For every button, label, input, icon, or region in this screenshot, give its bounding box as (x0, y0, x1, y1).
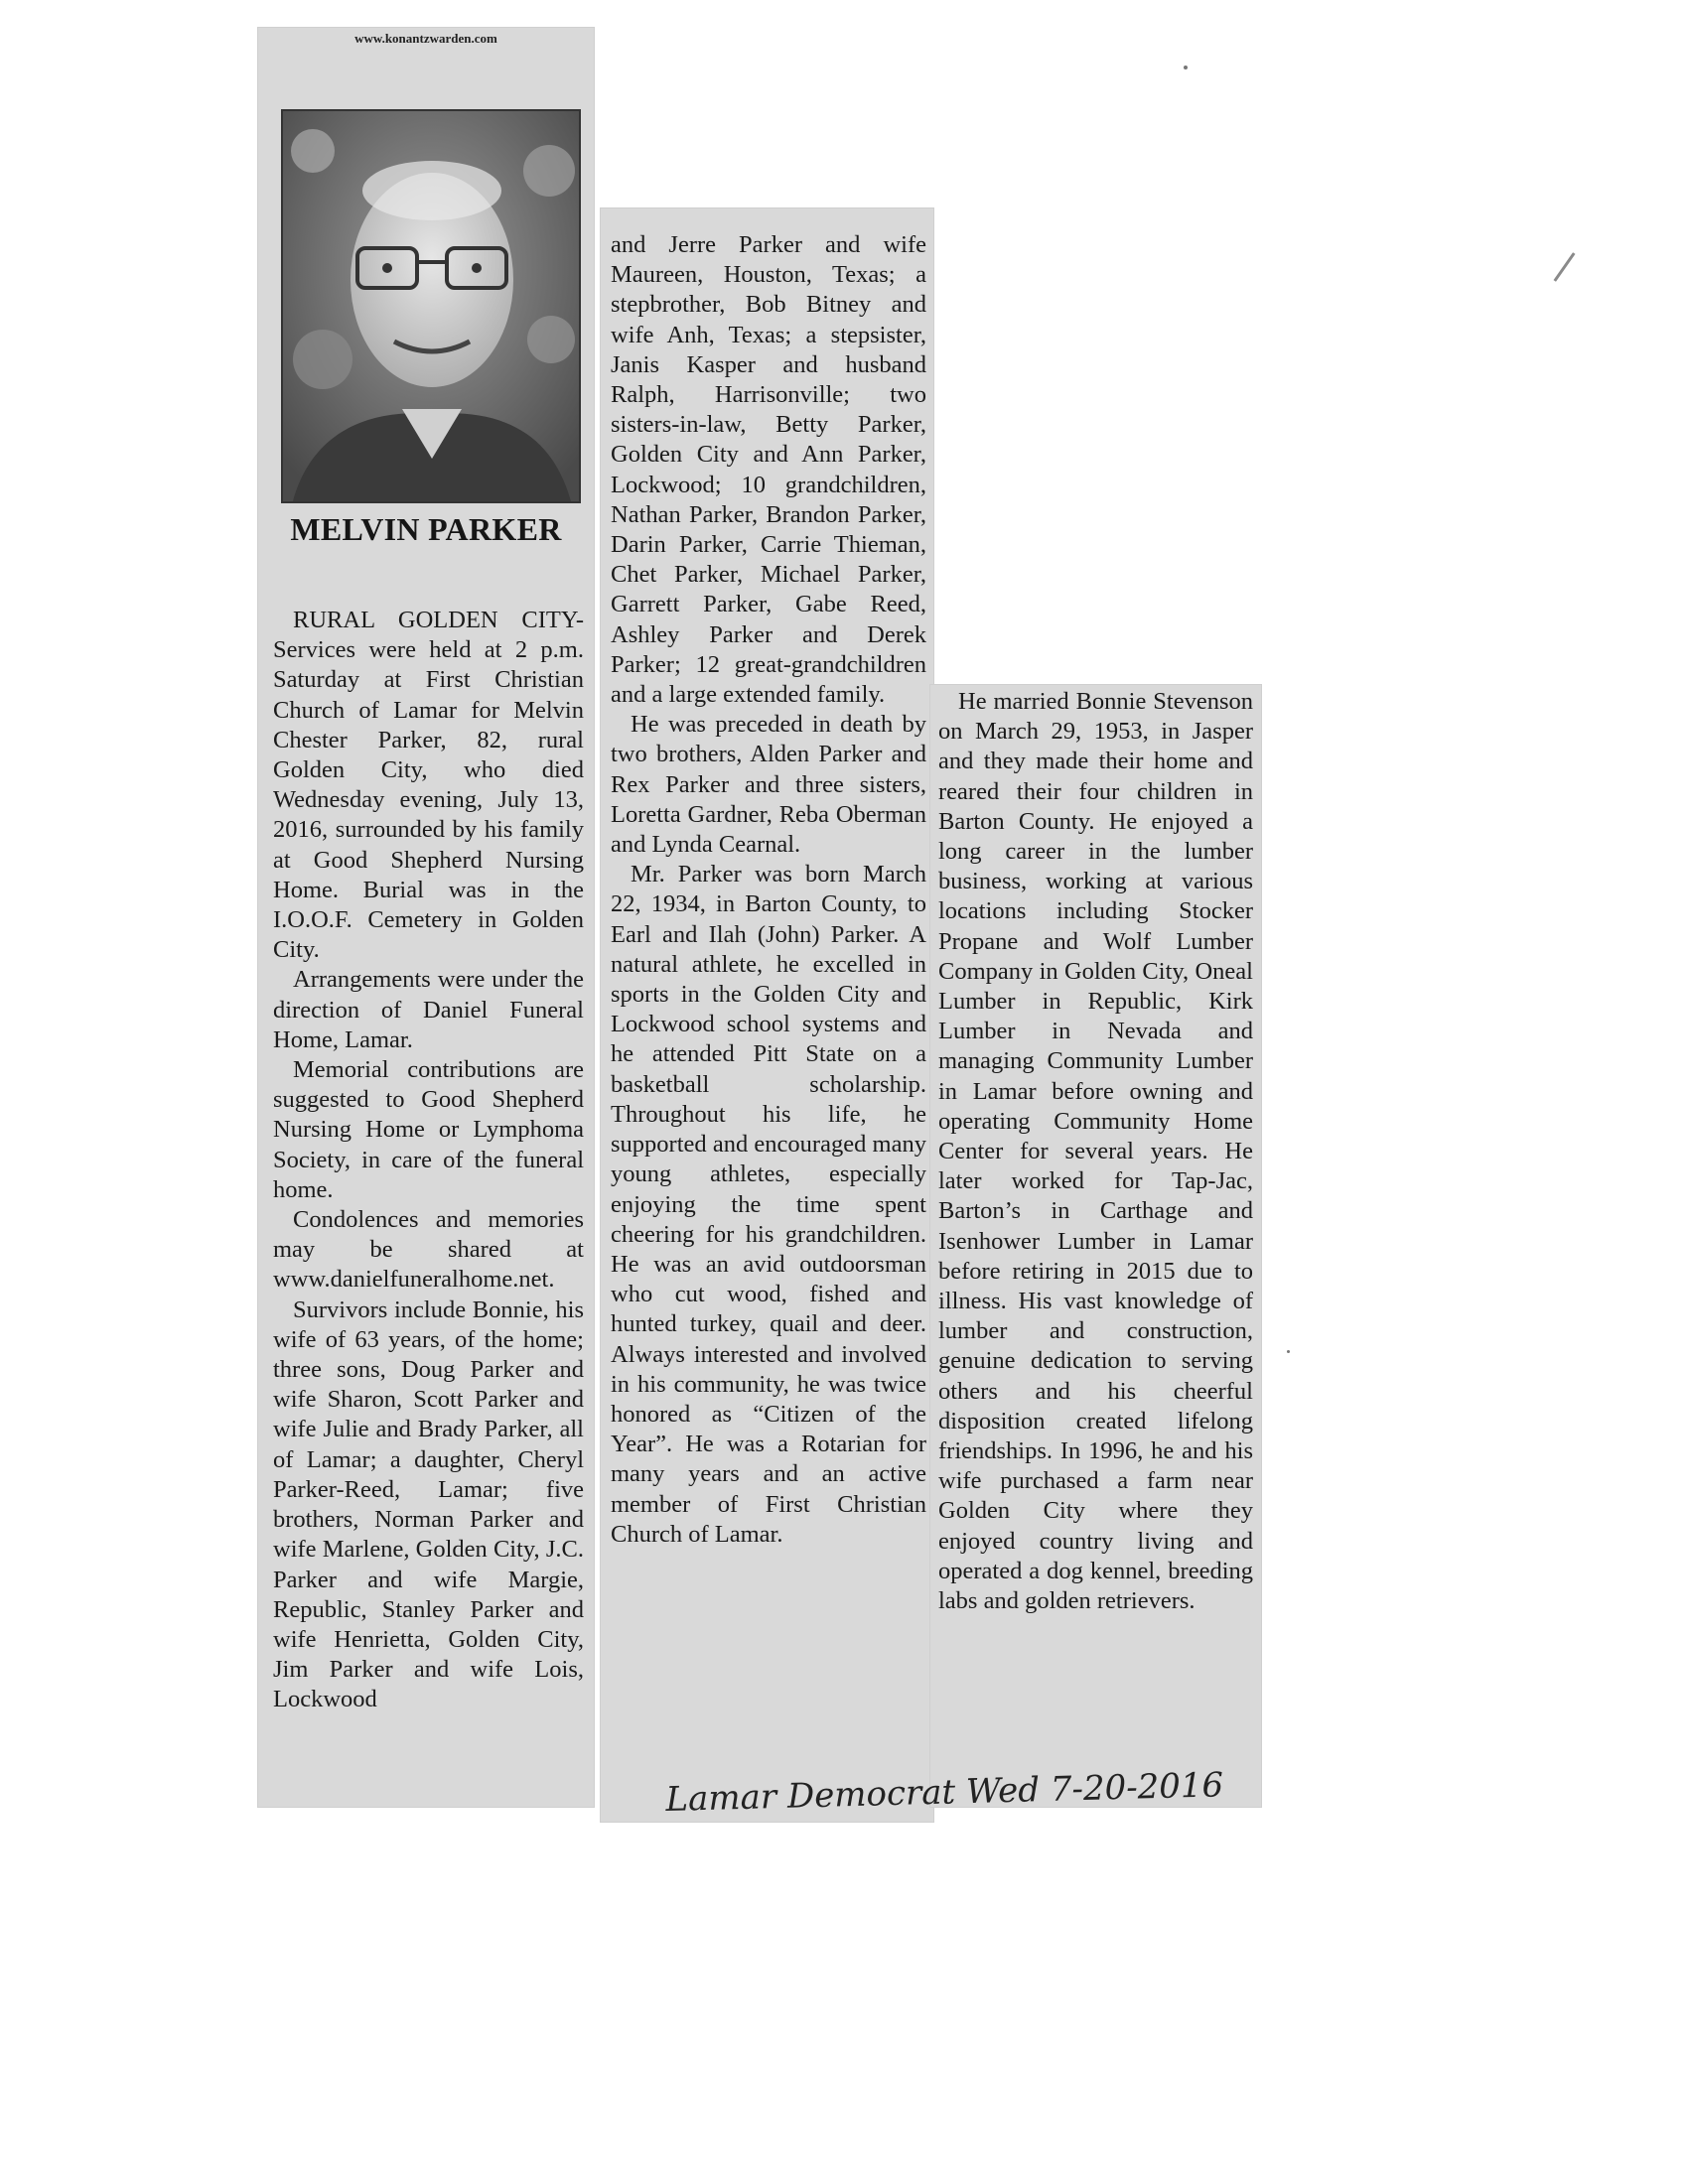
clipping-column-right (930, 685, 1261, 1807)
portrait-illustration (283, 111, 579, 501)
article-paragraph: Survivors include Bonnie, his wife of 63 years, of the home; three sons, Doug Parker and wife Sharon, Scott Parker and wife Julie and Brady Parker, all of Lamar; a daughter, Cheryl Parker-Reed, Lamar; five brothers, Norman Parker and wife Marlene, Golden City, J.C. Parker and wife Margie, Republic, Stanley Parker and wife Henrietta, Golden City, Jim Parker and wife Lois, Lockwood (273, 1296, 584, 1713)
article-column-right (938, 687, 1253, 1616)
article-column-left (273, 606, 584, 1715)
article-paragraph: Mr. Parker was born March 22, 1934, in Barton County, to Earl and Ilah (John) Parker. A natural athlete, he excelled in sports in the Golden City and Lockwood school systems and he attended Pitt State on a basketball scholarship. Throughout his life, he supported and encouraged many young athletes, especially enjoying the time spent cheering for his grandchildren. He was an avid outdoorsman who cut wood, fished and hunted turkey, quail and deer. Always interested and involved in his community, he was twice honored as “Citizen of the Year”. He was a Rotarian for many years and an active member of First Christian Church of Lamar. (611, 861, 926, 1548)
article-paragraph: and Jerre Parker and wife Maureen, Houston, Texas; a stepbrother, Bob Bitney and wife Anh, Texas; a stepsister, Janis Kasper and husband Ralph, Harrisonville; two sisters-in-law, Betty Parker, Golden City and Ann Parker, Lockwood; 10 grandchildren, Nathan Parker, Brandon Parker, Darin Parker, Carrie Thieman, Chet Parker, Michael Parker, Garrett Parker, Gabe Reed, Ashley Parker and Derek Parker; 12 great-grandchildren and a large extended family. (611, 231, 926, 709)
obituary-name: MELVIN PARKER (290, 511, 562, 547)
source-url: www.konantzwarden.com (354, 31, 497, 46)
article-paragraph: Memorial contributions are suggested to Good Shepherd Nursing Home or Lymphoma Society, in care of the funeral home. (273, 1056, 584, 1203)
clipping-column-middle (601, 208, 933, 1822)
article-paragraph: He married Bonnie Stevenson on March 29, 1953, in Jasper and they made their home and reared their four children in Barton County. He enjoyed a long career in the lumber business, working at various locations including Stocker Propane and Wolf Lumber Company in Golden City, Oneal Lumber in Republic, Kirk Lumber in Nevada and managing Community Lumber in Lamar before owning and operating Community Home Center for several years. He later worked for Tap-Jac, Barton’s in Carthage and Isenhower Lumber in Lamar before retiring in 2015 due to illness. His vast knowledge of lumber and construction, genuine dedication to serving others and his cheerful disposition created lifelong friendships. In 1996, he and his wife purchased a farm near Golden City where they enjoyed country living and operated a dog kennel, breeding labs and golden retrievers. (938, 688, 1253, 1615)
article-paragraph: Condolences and memories may be shared at www.danielfuneralhome.net. (273, 1206, 584, 1294)
clipping-column-left (258, 28, 594, 1807)
scratch-mark (1554, 252, 1576, 282)
article-paragraph: Arrangements were under the direction of Daniel Funeral Home, Lamar. (273, 966, 584, 1053)
speck-mark (1287, 1350, 1290, 1353)
speck-mark (1184, 66, 1188, 69)
article-paragraph: He was preceded in death by two brothers, Alden Parker and Rex Parker and three sisters, Loretta Gardner, Reba Oberman and Lynda Cearnal. (611, 711, 926, 859)
portrait-photo (281, 109, 581, 503)
handwritten-source-note: Lamar Democrat Wed 7-20-2016 (665, 1765, 1224, 1820)
article-column-middle (611, 230, 926, 1550)
article-paragraph: RURAL GOLDEN CITY-Services were held at 2 p.m. Saturday at First Christian Church of Lamar for Melvin Chester Parker, 82, rural Golden City, who died Wednesday evening, July 13, 2016, surrounded by his family at Good Shepherd Nursing Home. Burial was in the I.O.O.F. Cemetery in Golden City. (273, 607, 584, 964)
